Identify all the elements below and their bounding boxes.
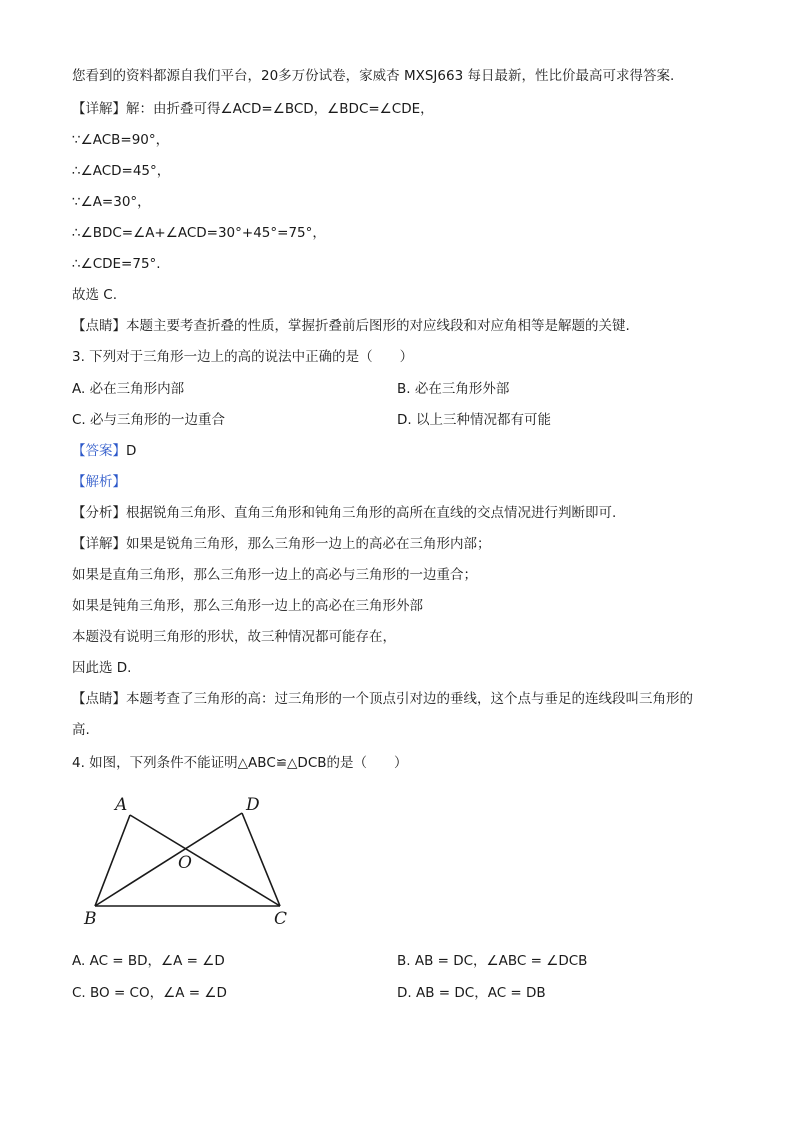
q4-option-c: C. BO = CO，∠A = ∠D — [72, 985, 227, 1001]
triangle-figure — [80, 788, 310, 936]
label-b: B — [84, 909, 97, 929]
q4-stem: 4. 如图，下列条件不能证明△ABC≌△DCB的是（ ） — [72, 755, 408, 771]
q4-option-d: D. AB = DC，AC = DB — [397, 985, 546, 1001]
q3-option-c: C. 必与三角形的一边重合 — [72, 412, 226, 428]
prev-comment: 【点睛】本题主要考查折叠的性质，掌握折叠前后图形的对应线段和对应角相等是解题的关键. — [72, 318, 630, 334]
q3-detail-3: 如果是钝角三角形，那么三角形一边上的高必在三角形外部 — [72, 598, 423, 614]
q3-option-a: A. 必在三角形内部 — [72, 381, 185, 397]
header-notice: 您看到的资料都源自我们平台，20多万份试卷，家威杏 MXSJ663 每日最新，性比价最高可求得答案. — [72, 68, 675, 84]
prev-step-1: ∵∠ACB=90°， — [72, 132, 170, 148]
label-c: C — [274, 909, 288, 929]
q3-analysis: 【分析】根据锐角三角形、直角三角形和钝角三角形的高所在直线的交点情况进行判断即可. — [72, 505, 617, 521]
segment-ac — [130, 815, 280, 906]
answer-value: D — [126, 443, 137, 459]
q3-option-b: B. 必在三角形外部 — [397, 381, 510, 397]
q3-detail-2: 如果是直角三角形，那么三角形一边上的高必与三角形的一边重合； — [72, 567, 477, 583]
q3-stem: 3. 下列对于三角形一边上的高的说法中正确的是（ ） — [72, 349, 414, 365]
q3-comment-2: 高. — [72, 722, 90, 738]
prev-step-5: ∴∠CDE=75°. — [72, 256, 161, 272]
prev-detail: 【详解】解：由折叠可得∠ACD=∠BCD，∠BDC=∠CDE， — [72, 101, 434, 117]
segment-ab — [95, 815, 130, 906]
segment-dc — [242, 813, 280, 906]
q3-detail-1: 【详解】如果是锐角三角形，那么三角形一边上的高必在三角形内部； — [72, 536, 491, 552]
q3-answer-line — [72, 442, 136, 460]
label-o: O — [178, 853, 192, 873]
answer-tag: 【答案】 — [72, 443, 126, 459]
q4-option-b: B. AB = DC，∠ABC = ∠DCB — [397, 953, 588, 969]
analysis-tag: 【解析】 — [72, 474, 126, 490]
prev-choice: 故选 C. — [72, 287, 118, 303]
q3-detail-4: 本题没有说明三角形的形状，故三种情况都可能存在， — [72, 629, 396, 645]
prev-step-3: ∵∠A=30°， — [72, 194, 151, 210]
q3-option-d: D. 以上三种情况都有可能 — [397, 412, 551, 428]
q3-comment-1: 【点睛】本题考查了三角形的高：过三角形的一个顶点引对边的垂线，这个点与垂足的连线段叫三角形的 — [72, 691, 693, 707]
q4-option-a: A. AC = BD，∠A = ∠D — [72, 953, 225, 969]
segment-bd — [95, 813, 242, 906]
prev-step-4: ∴∠BDC=∠A+∠ACD=30°+45°=75°， — [72, 225, 326, 241]
label-a: A — [115, 795, 128, 815]
q3-detail-5: 因此选 D. — [72, 660, 132, 676]
label-d: D — [246, 795, 260, 815]
prev-step-2: ∴∠ACD=45°， — [72, 163, 171, 179]
